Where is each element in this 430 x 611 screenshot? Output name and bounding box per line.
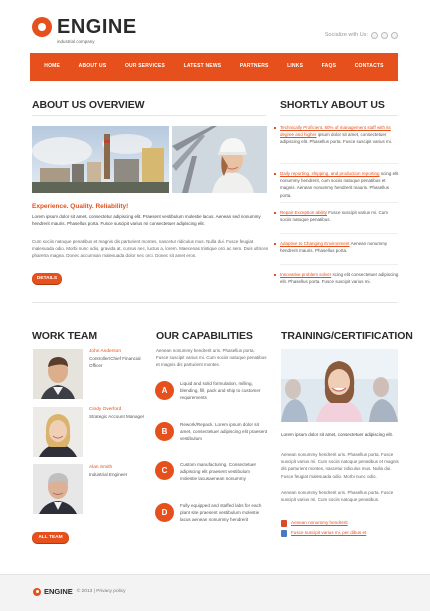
divider: [280, 233, 398, 234]
facebook-icon[interactable]: [381, 32, 388, 39]
capability-text: Rework/Repack. Lorem ipsum dolor sit amet, consectetuer adipiscing elit praesent vestibulum: [180, 422, 268, 441]
shortly-link[interactable]: Technically Proficient, 80% of management staff with its degree and higher: [280, 125, 391, 138]
all-team-button[interactable]: ALL TEAM: [32, 532, 69, 543]
rss-icon[interactable]: [391, 32, 398, 39]
capability-text: Fully equipped and staffed labs for each plant site praesent vestibulum molestie lacus aenean nonummy hendrerit: [180, 503, 262, 522]
nav-latest-news[interactable]: LATEST NEWS: [183, 63, 222, 70]
details-button[interactable]: DETAILS: [32, 273, 62, 284]
shortly-text: scing elit consectetuer adipiscing elit. Phasellus porta. Fusce suscipit varius mi.: [280, 272, 399, 285]
capability-badge: A: [155, 381, 174, 400]
training-link[interactable]: Aenean nonummy hendrerit: [291, 520, 348, 525]
shortly-text: ipsum dolor sit amet, consectetuer adipiscing elit. Phasellus porta. Fusce suscipit varius mi.: [280, 132, 393, 145]
shortly-text: scing elit nonummy hendrerit, cum sociis natoque penatibus et magnis. Aenean nonummy hendrerit mauris. Phasellus porta.: [280, 171, 399, 198]
factory-photo: [32, 126, 169, 193]
footer-logo: [33, 586, 126, 597]
shortly-item: [280, 271, 400, 285]
shortly-link[interactable]: Adaptive to Changing Environment: [280, 241, 350, 246]
about-intro: Lorem ipsum dolor sit amet, consectetur adipiscing elit. Praesent vestibulum molestie lacus. Aenean sed nonummy hendrerit mauris. Phasellus porta. Fusce suscipit varius mi consectetuer adipiscing elit.: [32, 214, 261, 227]
divider: [280, 163, 398, 164]
capability-text: Liquid and solid formulation, milling, blending, fill, pack and ship to customer requirements: [180, 381, 261, 400]
about-slogan: Experience. Quality. Reliability!: [32, 203, 129, 210]
shortly-text: Aenean nonummy hendrerit mauris. Phasellus porta.: [280, 241, 388, 254]
person-name[interactable]: John Anderson: [89, 349, 122, 354]
shortly-title: SHORTLY ABOUT US: [280, 99, 385, 111]
shortly-link[interactable]: Innovative problem solver: [280, 272, 332, 277]
about-body: Cum sociis natoque penatibus et magnis dis parturient montes, nascetur ridiculus mus. Nulla dui. Fusce feugiat malesuada odio. Morbi nunc odio, gravida at, cursus nec, luctus a, lorem. Maecenas tristique orci ac sem. Duis ultrices pharetra magna. Donec accumsan malesuada dolor nec orci. Donec sit amet eros.: [32, 239, 269, 259]
training-p2: Aenean nonummy hendrerit uris. Phasellus porta. Fusce suscipit varius mi. Cum sociis natoque penatibus et magnis dis parturient montes, nascetur ridiculus mus. Nulla dui. Fusce feugiat malesuada odio. Morbi nunc odio.: [281, 452, 399, 479]
shortly-link[interactable]: Repair Exception ability: [280, 210, 328, 215]
footer-copyright[interactable]: © 2013 | Privacy policy: [76, 589, 126, 595]
training-title: TRAINING/CERTIFICATION: [281, 330, 413, 342]
nav-partners[interactable]: PARTNERS: [239, 63, 269, 70]
nav-about-us[interactable]: ABOUT US: [78, 63, 107, 70]
training-p1: Lorem ipsum dolor sit amet, consectetuer adipiscing elit.: [281, 432, 394, 437]
nav-contacts[interactable]: CONTACTS: [354, 63, 384, 70]
shortly-item: [280, 124, 400, 146]
doc-icon: [281, 530, 287, 537]
logo-tagline: industrial company: [57, 39, 95, 44]
shortly-item: [280, 170, 400, 199]
shortly-item: [280, 240, 400, 254]
section-rule: [32, 302, 398, 303]
nav-links[interactable]: LINKS: [287, 63, 304, 70]
person-role: Industrial Engineer: [89, 472, 128, 477]
nav-home[interactable]: HOME: [44, 63, 61, 70]
capability-badge: B: [155, 422, 174, 441]
nav-our-services[interactable]: OUR SERVICES: [124, 63, 166, 70]
person-photo: [33, 349, 83, 399]
capability-text: Custom manufacturing. Consectetuer adipiscing elit praesent vestibulum molestie lacusaenean nonummy: [180, 462, 257, 481]
social-label: Socialize with Us:: [324, 32, 368, 38]
capabilities-title: OUR CAPABILITIES: [156, 330, 253, 342]
divider: [280, 202, 398, 203]
main-nav: [30, 53, 398, 81]
training-p3: Aenean nonummy hendrerit uris. Phasellus porta. Fusce suscipit varius mi. Cum sociis natoque penatibus.: [281, 490, 394, 503]
person-role: Strategic Account Manager: [89, 414, 145, 419]
pdf-icon: [281, 520, 287, 527]
about-rule: [32, 115, 266, 116]
capability-badge: D: [155, 503, 174, 522]
capabilities-intro: Aenean nonummy hendrerit uris. Phasellus porta. Fusce suscipit varius mi. Cum sociis natoque penatibus et magnis dis parturient montes.: [156, 348, 267, 368]
engineer-photo: [172, 126, 267, 193]
shortly-link[interactable]: Daily reporting, shipping, and production reporting: [280, 171, 380, 176]
training-photo: [281, 349, 398, 422]
logo-name: ENGINE: [57, 16, 137, 38]
footer-logo-icon: [33, 588, 41, 596]
capability-badge: C: [155, 461, 174, 480]
work-team-title: WORK TEAM: [32, 330, 98, 342]
twitter-icon[interactable]: [371, 32, 378, 39]
training-link[interactable]: Fusce suscipit varius mi, per dibus et: [291, 530, 367, 535]
person-name[interactable]: Cindy Overford: [89, 407, 122, 412]
person-photo: [33, 407, 83, 457]
person-photo: [33, 464, 83, 514]
about-title: ABOUT US OVERVIEW: [32, 99, 145, 111]
footer-brand: ENGINE: [44, 587, 73, 596]
shortly-text: Fusce suscipit varius mi. Cum sociis natoque penatibus.: [280, 210, 389, 223]
logo[interactable]: [32, 16, 137, 44]
shortly-item: [280, 209, 400, 223]
logo-icon: [32, 17, 52, 37]
person-name[interactable]: Alan Smith: [89, 465, 113, 470]
social-bar: [325, 31, 398, 39]
shortly-rule: [280, 115, 398, 116]
person-role: Controller/Chief Financial Officer: [89, 356, 141, 369]
nav-faqs[interactable]: FAQS: [321, 63, 337, 70]
divider: [280, 264, 398, 265]
